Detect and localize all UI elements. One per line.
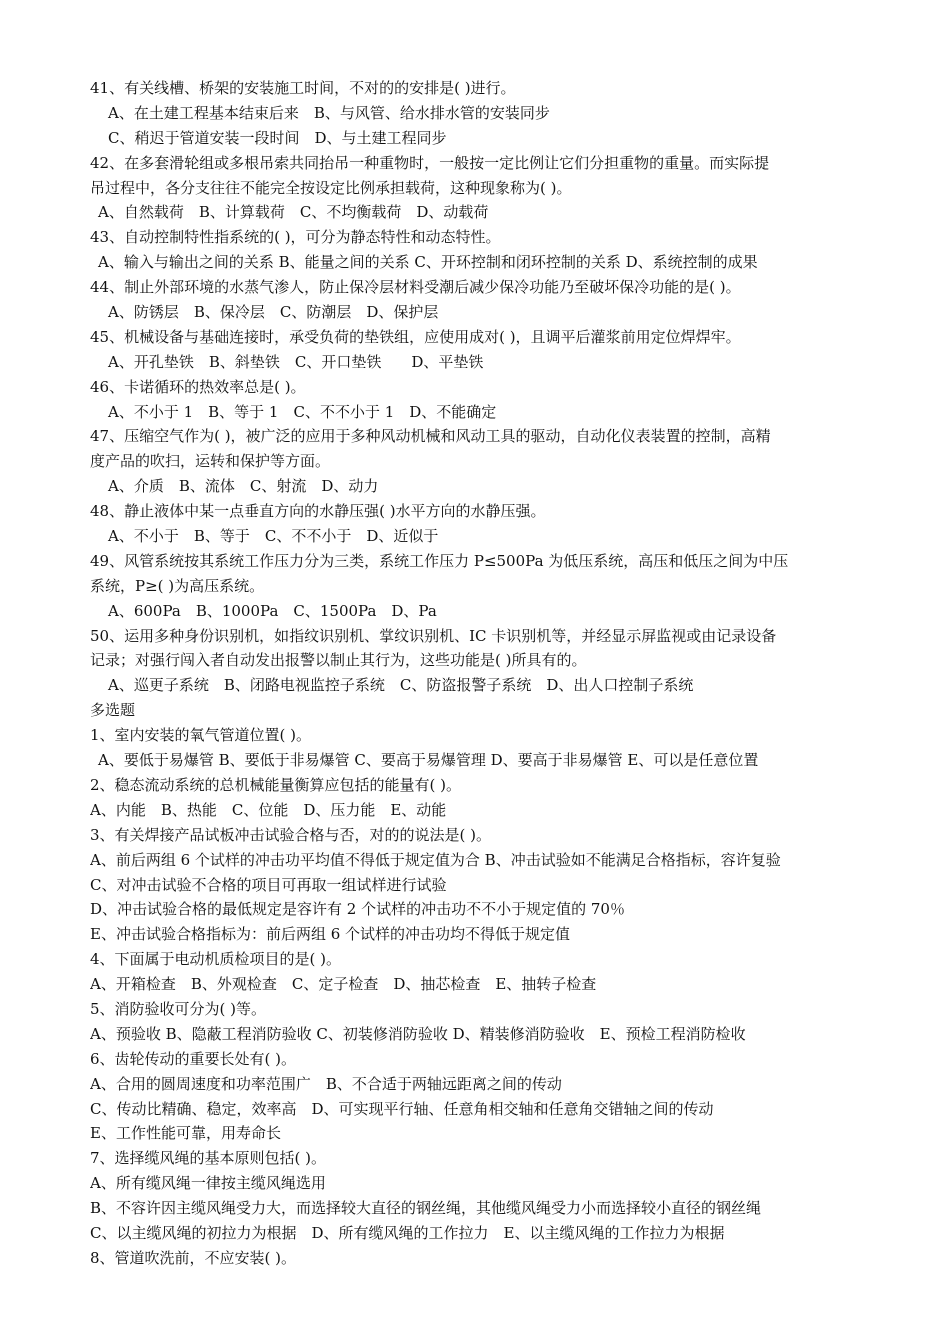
text-line: A、所有缆风绳一律按主缆风绳选用	[90, 1174, 326, 1193]
text-line: 46、卡诺循环的热效率总是( )。	[90, 377, 306, 396]
text-line: D、冲击试验合格的最低规定是容许有 2 个试样的冲击功不不小于规定值的 70％	[90, 900, 625, 919]
text-line: C、稍迟于管道安装一段时间 D、与土建工程同步	[108, 128, 447, 147]
text-line: 49、风管系统按其系统工作压力分为三类，系统工作压力 P≤500Pa 为低压系统，高压和低压之间为中压	[90, 551, 789, 570]
text-line: 7、选择缆风绳的基本原则包括( )。	[90, 1149, 327, 1168]
text-line: 8、管道吹洗前，不应安装( )。	[90, 1248, 297, 1267]
text-line: B、不容许因主缆风绳受力大，而选择较大直径的钢丝绳，其他缆风绳受力小而选择较小直径的钢丝绳	[90, 1199, 762, 1218]
text-line: 5、消防验收可分为( )等。	[90, 999, 267, 1018]
text-line: 记录；对强行闯入者自动发出报警以制止其行为，这些功能是( )所具有的。	[90, 651, 587, 670]
text-line: A、开箱检查 B、外观检查 C、定子检查 D、抽芯检查 E、抽转子检查	[90, 975, 597, 994]
text-line: E、工作性能可靠，用寿命长	[90, 1124, 281, 1143]
text-line: C、以主缆风绳的初拉力为根据 D、所有缆风绳的工作拉力 E、以主缆风绳的工作拉力为根据	[90, 1223, 725, 1242]
text-line: A、在土建工程基本结束后来 B、与风管、给水排水管的安装同步	[108, 103, 550, 122]
text-line: 44、制止外部环境的水蒸气渗人，防止保冷层材料受潮后减少保冷功能乃至破坏保冷功能的是( )。	[90, 278, 741, 297]
text-line: A、输入与输出之间的关系 B、能量之间的关系 C、开环控制和闭环控制的关系 D、系统控制的成果	[98, 253, 758, 272]
text-line: A、开孔垫铁 B、斜垫铁 C、开口垫铁 D、平垫铁	[108, 352, 484, 371]
text-line: 41、有关线槽、桥架的安装施工时间，不对的的安排是( )进行。	[90, 79, 516, 97]
text-line: 43、自动控制特性指系统的( )，可分为静态特性和动态特性。	[90, 228, 501, 247]
text-line: 系统，P≥( )为高压系统。	[90, 576, 265, 595]
text-line: C、对冲击试验不合格的项目可再取一组试样进行试验	[90, 875, 447, 894]
text-line: 42、在多套滑轮组或多根吊索共同抬吊一种重物时，一般按一定比例让它们分担重物的重量。而实际提	[90, 153, 770, 172]
text-line: 度产品的吹扫，运转和保护等方面。	[90, 452, 331, 471]
text-line: 3、有关焊接产品试板冲击试验合格与否，对的的说法是( )。	[90, 825, 492, 844]
text-line: A、不小于 B、等于 C、不不小于 D、近似于	[108, 527, 439, 546]
text-line: 50、运用多种身份识别机，如指纹识别机、掌纹识别机、IC 卡识别机等，并经显示屏监视或由记录设备	[90, 626, 777, 645]
text-line: A、介质 B、流体 C、射流 D、动力	[108, 477, 379, 496]
text-line: 多选题	[90, 701, 136, 720]
text-line: A、不小于 1 B、等于 1 C、不不小于 1 D、不能确定	[108, 402, 497, 421]
text-line: 吊过程中，各分支往往不能完全按设定比例承担载荷，这种现象称为( )。	[90, 178, 572, 197]
text-line: A、要低于易爆管 B、要低于非易爆管 C、要高于易爆管理 D、要高于非易爆管 E、可以是任意位置	[98, 751, 759, 770]
text-line: A、合用的圆周速度和功率范围广 B、不合适于两轴远距离之间的传动	[90, 1074, 562, 1093]
text-line: A、巡更子系统 B、闭路电视监控子系统 C、防盗报警子系统 D、出人口控制子系统	[108, 676, 694, 695]
text-line: A、防锈层 B、保冷层 C、防潮层 D、保护层	[108, 303, 439, 322]
text-line: 4、下面属于电动机质检项目的是( )。	[90, 950, 342, 969]
text-line: 45、机械设备与基础连接时，承受负荷的垫铁组，应使用成对( )，且调平后灌浆前用定位焊焊牢。	[90, 327, 741, 346]
text-line: A、自然载荷 B、计算载荷 C、不均衡载荷 D、动载荷	[98, 203, 489, 222]
text-line: E、冲击试验合格指标为：前后两组 6 个试样的冲击功均不得低于规定值	[90, 925, 571, 944]
text-line: 48、静止液体中某一点垂直方向的水静压强( )水平方向的水静压强。	[90, 502, 546, 521]
text-line: 1、室内安装的氧气管道位置( )。	[90, 726, 312, 745]
text-line: 2、稳态流动系统的总机械能量衡算应包括的能量有( )。	[90, 775, 462, 794]
text-line: 6、齿轮传动的重要长处有( )。	[90, 1049, 297, 1068]
text-line: A、600Pa B、1000Pa C、1500Pa D、Pa	[108, 601, 437, 620]
text-line: C、传动比精确、稳定，效率高 D、可实现平行轴、任意角相交轴和任意角交错轴之间的传动	[90, 1099, 714, 1118]
text-line: 47、压缩空气作为( )，被广泛的应用于多种风动机械和风动工具的驱动，自动化仪表装置的控制，高精	[90, 427, 771, 446]
text-line: A、预验收 B、隐蔽工程消防验收 C、初装修消防验收 D、精装修消防验收 E、预检工程消防检收	[90, 1024, 746, 1043]
text-line: A、内能 B、热能 C、位能 D、压力能 E、动能	[90, 800, 447, 819]
text-line: A、前后两组 6 个试样的冲击功平均值不得低于规定值为合 B、冲击试验如不能满足合格指标，容许复验	[90, 850, 781, 869]
